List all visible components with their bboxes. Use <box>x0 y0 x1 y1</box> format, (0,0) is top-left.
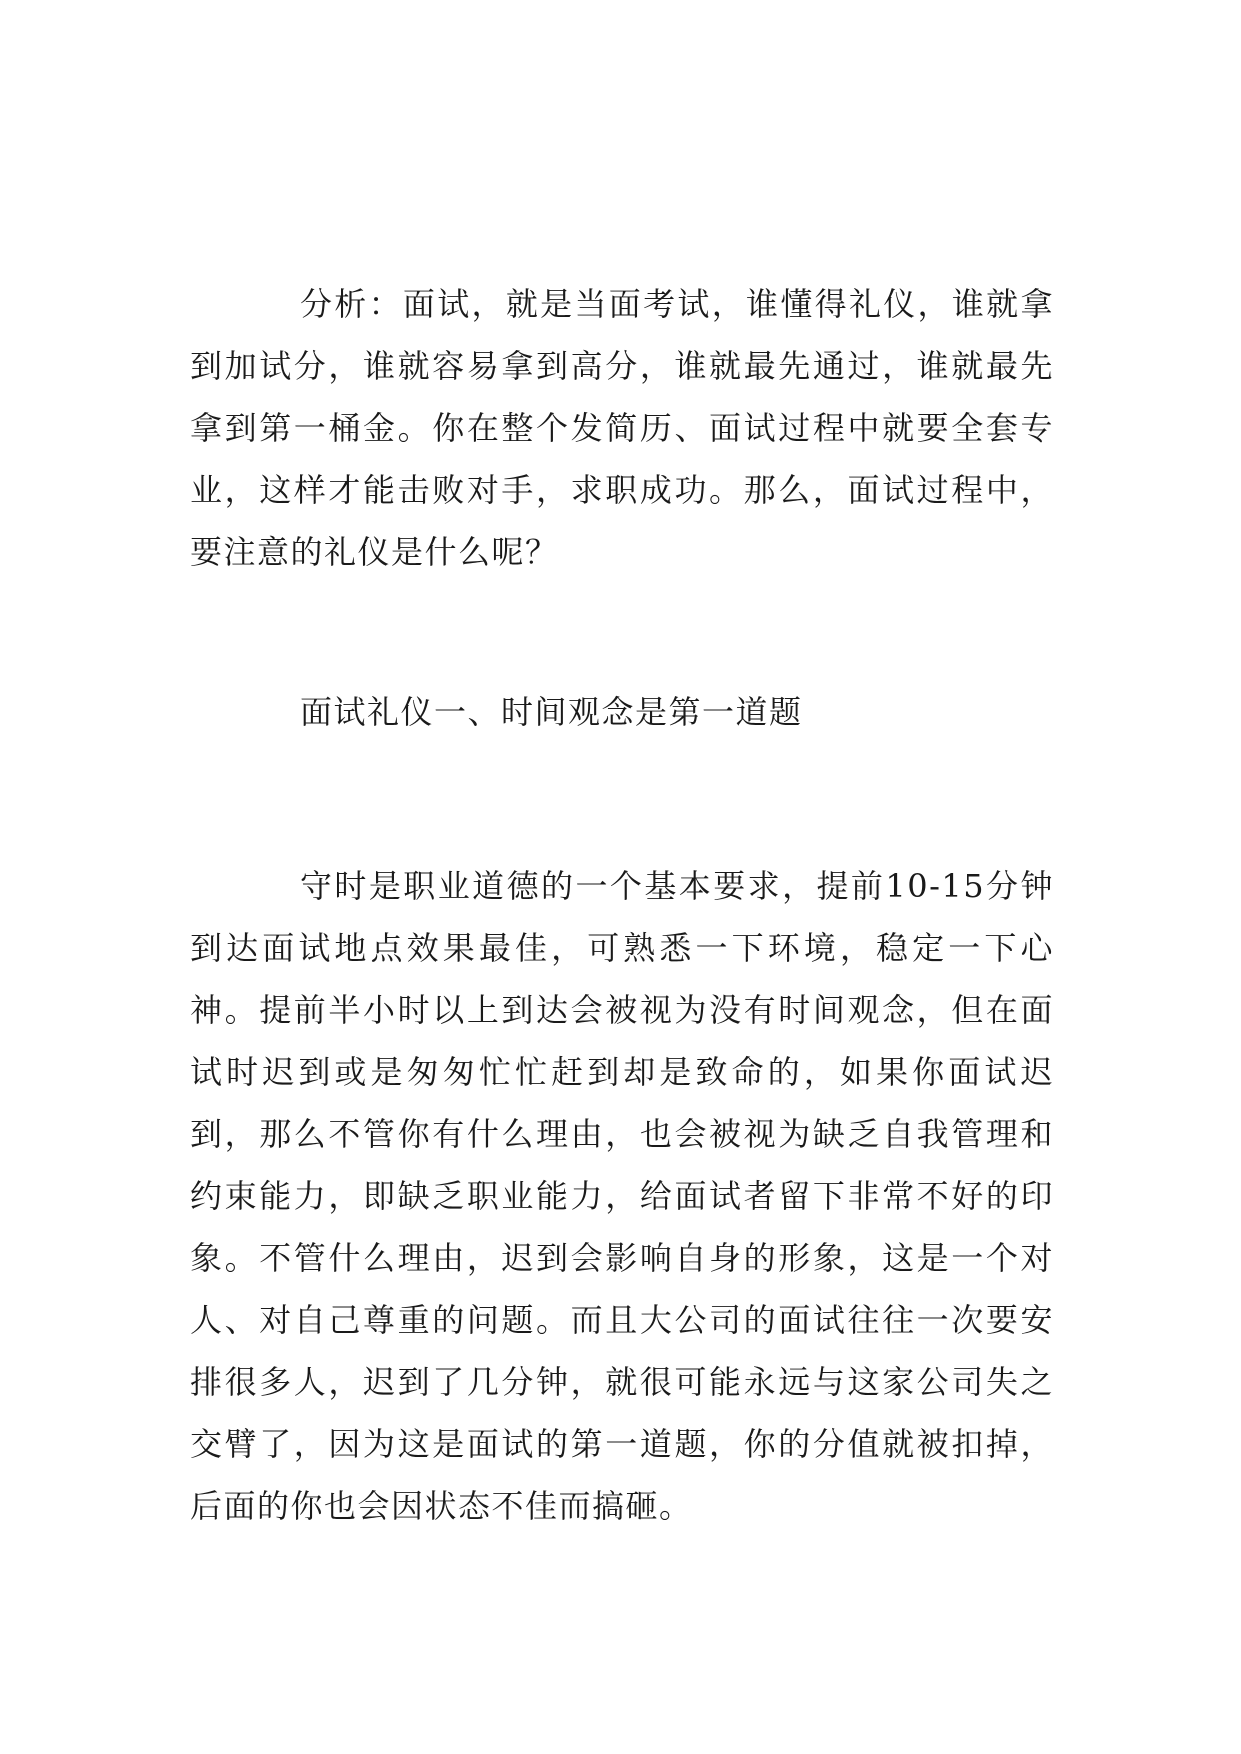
section-heading-time-concept: 面试礼仪一、时间观念是第一道题 <box>300 693 803 731</box>
intro-analysis-paragraph: 分析：面试，就是当面考试，谁懂得礼仪，谁就拿到加试分，谁就容易拿到高分，谁就最先通过，谁就最先拿到第一桶金。你在整个发简历、面试过程中就要全套专业，这样才能击败对手，求职成功。那么，面试过程中，要注意的礼仪是什么呢？ <box>190 285 1054 571</box>
punctuality-paragraph: 守时是职业道德的一个基本要求，提前10-15分钟到达面试地点效果最佳，可熟悉一下环境，稳定一下心神。提前半小时以上到达会被视为没有时间观念，但在面试时迟到或是匆匆忙忙赶到却是致命的，如果你面试迟到，那么不管你有什么理由，也会被视为缺乏自我管理和约束能力，即缺乏职业能力，给面试者留下非常不好的印象。不管什么理由，迟到会影响自身的形象，这是一个对人、对自己尊重的问题。而且大公司的面试往往一次要安排很多人，迟到了几分钟，就很可能永远与这家公司失之交臂了，因为这是面试的第一道题，你的分值就被扣掉，后面的你也会因状态不佳而搞砸。 <box>190 867 1054 1525</box>
